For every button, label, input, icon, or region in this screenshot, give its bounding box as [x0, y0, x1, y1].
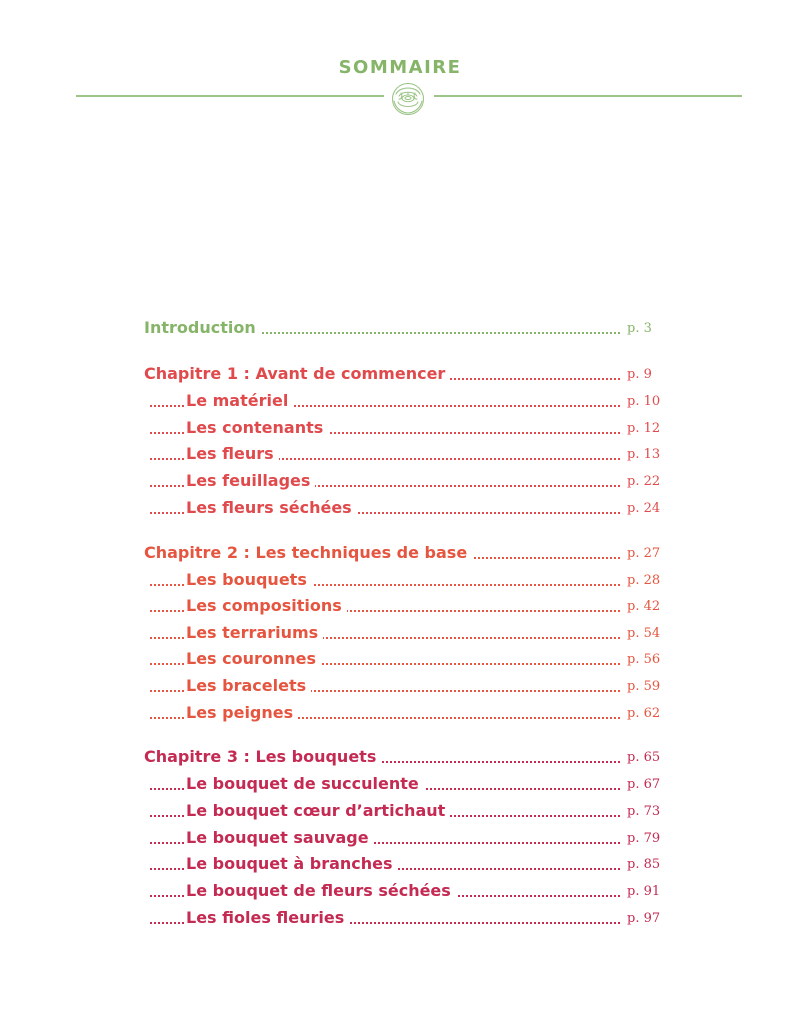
toc-entry-page: p. 28	[627, 573, 661, 588]
toc-entry[interactable]	[0, 470, 800, 492]
toc-entry-page: p. 62	[627, 706, 661, 721]
toc-entry[interactable]	[0, 773, 800, 795]
toc-entry-page: p. 54	[627, 626, 661, 641]
toc-entry-label: Les bracelets	[186, 675, 311, 697]
toc-entry-page: p. 65	[627, 750, 661, 765]
toc-entry-label: Chapitre 2 : Les techniques de base	[144, 542, 472, 564]
toc-entry[interactable]	[0, 702, 800, 724]
toc-entry[interactable]	[0, 363, 800, 385]
toc-entry[interactable]	[0, 907, 800, 929]
toc-entry[interactable]	[0, 880, 800, 902]
toc-entry-label: Le matériel	[186, 390, 293, 412]
toc-entry-label: Introduction	[144, 317, 261, 339]
toc-entry[interactable]	[0, 827, 800, 849]
toc-entry-label: Les fleurs séchées	[186, 497, 357, 519]
toc-entry-label: Le bouquet cœur d’artichaut	[186, 800, 450, 822]
toc-entry[interactable]	[0, 390, 800, 412]
toc-entry-page: p. 27	[627, 546, 661, 561]
toc-entry-page: p. 10	[627, 394, 661, 409]
toc-entry[interactable]	[0, 317, 800, 339]
toc-entry-label: Les terrariums	[186, 622, 323, 644]
toc-entry-page: p. 56	[627, 652, 661, 667]
toc-entry[interactable]	[0, 675, 800, 697]
toc-entry-label: Les couronnes	[186, 648, 321, 670]
toc-entry[interactable]	[0, 853, 800, 875]
toc-entry-label: Les compositions	[186, 595, 347, 617]
toc-entry[interactable]	[0, 569, 800, 591]
toc-entry[interactable]	[0, 622, 800, 644]
toc-entry-label: Chapitre 1 : Avant de commencer	[144, 363, 450, 385]
toc-entry[interactable]	[0, 497, 800, 519]
toc-entry-page: p. 9	[627, 367, 652, 382]
toc-entry-label: Les fioles fleuries	[186, 907, 349, 929]
toc-entry-label: Les contenants	[186, 417, 328, 439]
toc-entry-page: p. 13	[627, 447, 661, 462]
toc-entry[interactable]	[0, 542, 800, 564]
toc-entry-label: Les peignes	[186, 702, 298, 724]
toc-entry-label: Le bouquet à branches	[186, 853, 398, 875]
toc-entry-page: p. 67	[627, 777, 661, 792]
toc-entry-page: p. 97	[627, 911, 661, 926]
toc-entry-page: p. 42	[627, 599, 661, 614]
toc-entry[interactable]	[0, 443, 800, 465]
toc-entry[interactable]	[0, 595, 800, 617]
toc-entry-page: p. 3	[627, 321, 652, 336]
toc-entry-page: p. 73	[627, 804, 661, 819]
toc-entry-page: p. 24	[627, 501, 661, 516]
toc-entry-page: p. 79	[627, 831, 661, 846]
toc-entry-label: Le bouquet de succulente	[186, 773, 424, 795]
toc-entry-label: Les fleurs	[186, 443, 279, 465]
page-title: SOMMAIRE	[338, 57, 462, 78]
toc-entry[interactable]	[0, 417, 800, 439]
toc-entry-page: p. 22	[627, 474, 661, 489]
toc-entry-page: p. 59	[627, 679, 661, 694]
toc-entry-page: p. 91	[627, 884, 661, 899]
toc-entry-label: Chapitre 3 : Les bouquets	[144, 746, 381, 768]
toc-entry[interactable]	[0, 800, 800, 822]
toc-entry-label: Le bouquet de fleurs séchées	[186, 880, 456, 902]
toc-entry-page: p. 85	[627, 857, 661, 872]
toc-entry[interactable]	[0, 746, 800, 768]
toc-entry-label: Les feuillages	[186, 470, 315, 492]
toc-entry-label: Le bouquet sauvage	[186, 827, 374, 849]
toc-entry[interactable]	[0, 648, 800, 670]
toc-entry-page: p. 12	[627, 421, 661, 436]
toc-entry-label: Les bouquets	[186, 569, 312, 591]
